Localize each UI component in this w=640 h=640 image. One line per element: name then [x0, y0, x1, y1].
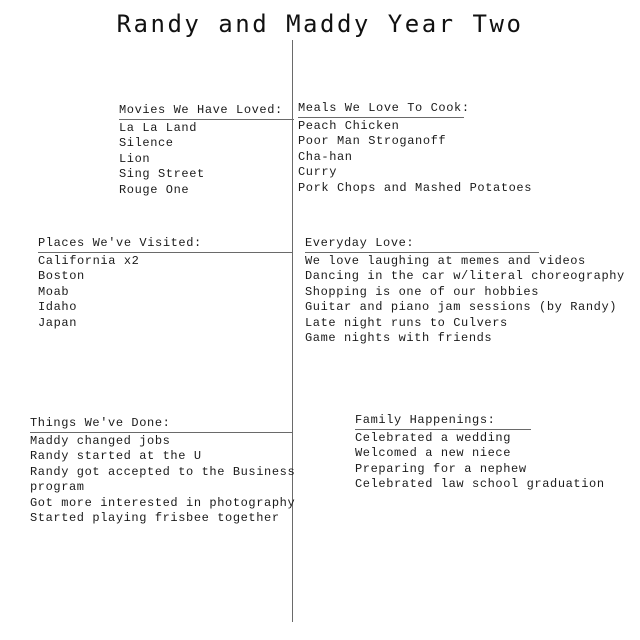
movies-section: [119, 103, 294, 198]
everyday-heading: Everyday Love:: [305, 236, 415, 250]
family-underline: [355, 429, 531, 430]
list-item: Poor Man Stroganoff: [298, 134, 447, 148]
places-list: [38, 254, 292, 332]
movies-list: [119, 121, 294, 199]
family-heading: Family Happenings:: [355, 413, 496, 427]
meals-underline: [298, 117, 464, 118]
list-item: Randy got accepted to the Business: [30, 464, 296, 479]
list-item: Welcomed a new niece: [355, 446, 512, 460]
family-list: [355, 431, 605, 493]
movies-heading: Movies We Have Loved:: [119, 103, 283, 117]
list-item: Celebrated a wedding: [355, 430, 512, 445]
meals-heading: Meals We Love To Cook:: [298, 101, 470, 115]
list-item: Randy started at the U: [30, 449, 202, 463]
places-underline: [38, 252, 292, 253]
page-title: Randy and Maddy Year Two: [116, 10, 524, 38]
everyday-list: [305, 254, 625, 347]
list-item: Silence: [119, 136, 174, 150]
list-item: Maddy changed jobs: [30, 433, 171, 448]
places-heading: Places We've Visited:: [38, 236, 202, 250]
list-item: Late night runs to Culvers: [305, 315, 508, 330]
list-item: Boston: [38, 269, 85, 283]
list-item: California x2: [38, 253, 140, 268]
list-item: Preparing for a nephew: [355, 461, 527, 476]
list-item: Shopping is one of our hobbies: [305, 284, 540, 299]
everyday-underline: [305, 252, 539, 253]
list-item: Moab: [38, 284, 70, 299]
list-item: Started playing frisbee together: [30, 511, 280, 525]
things-list: [30, 434, 295, 527]
list-item: Pork Chops and Mashed Potatoes: [298, 180, 533, 195]
list-item: Rouge One: [119, 182, 190, 197]
list-item: Curry: [298, 165, 338, 179]
list-item: La La Land: [119, 120, 198, 135]
things-section: [30, 416, 295, 527]
list-item: Japan: [38, 315, 78, 330]
list-item: Game nights with friends: [305, 331, 493, 345]
everyday-section: [305, 236, 625, 347]
list-item: Guitar and piano jam sessions (by Randy): [305, 300, 618, 314]
things-underline: [30, 432, 292, 433]
list-item: We love laughing at memes and videos: [305, 253, 586, 268]
list-item: Celebrated law school graduation: [355, 477, 605, 491]
list-item: Got more interested in photography: [30, 495, 296, 510]
list-item: Lion: [119, 151, 151, 166]
family-section: [355, 413, 605, 493]
list-item: Idaho: [38, 300, 78, 314]
places-section: [38, 236, 292, 331]
list-item: Dancing in the car w/literal choreography: [305, 269, 625, 283]
meals-list: [298, 119, 532, 197]
list-item: Peach Chicken: [298, 118, 400, 133]
list-item: Cha-han: [298, 149, 353, 164]
list-item: program: [30, 480, 85, 494]
movies-underline: [119, 119, 294, 120]
list-item: Sing Street: [119, 167, 205, 181]
things-heading: Things We've Done:: [30, 416, 171, 430]
meals-section: [298, 101, 532, 196]
